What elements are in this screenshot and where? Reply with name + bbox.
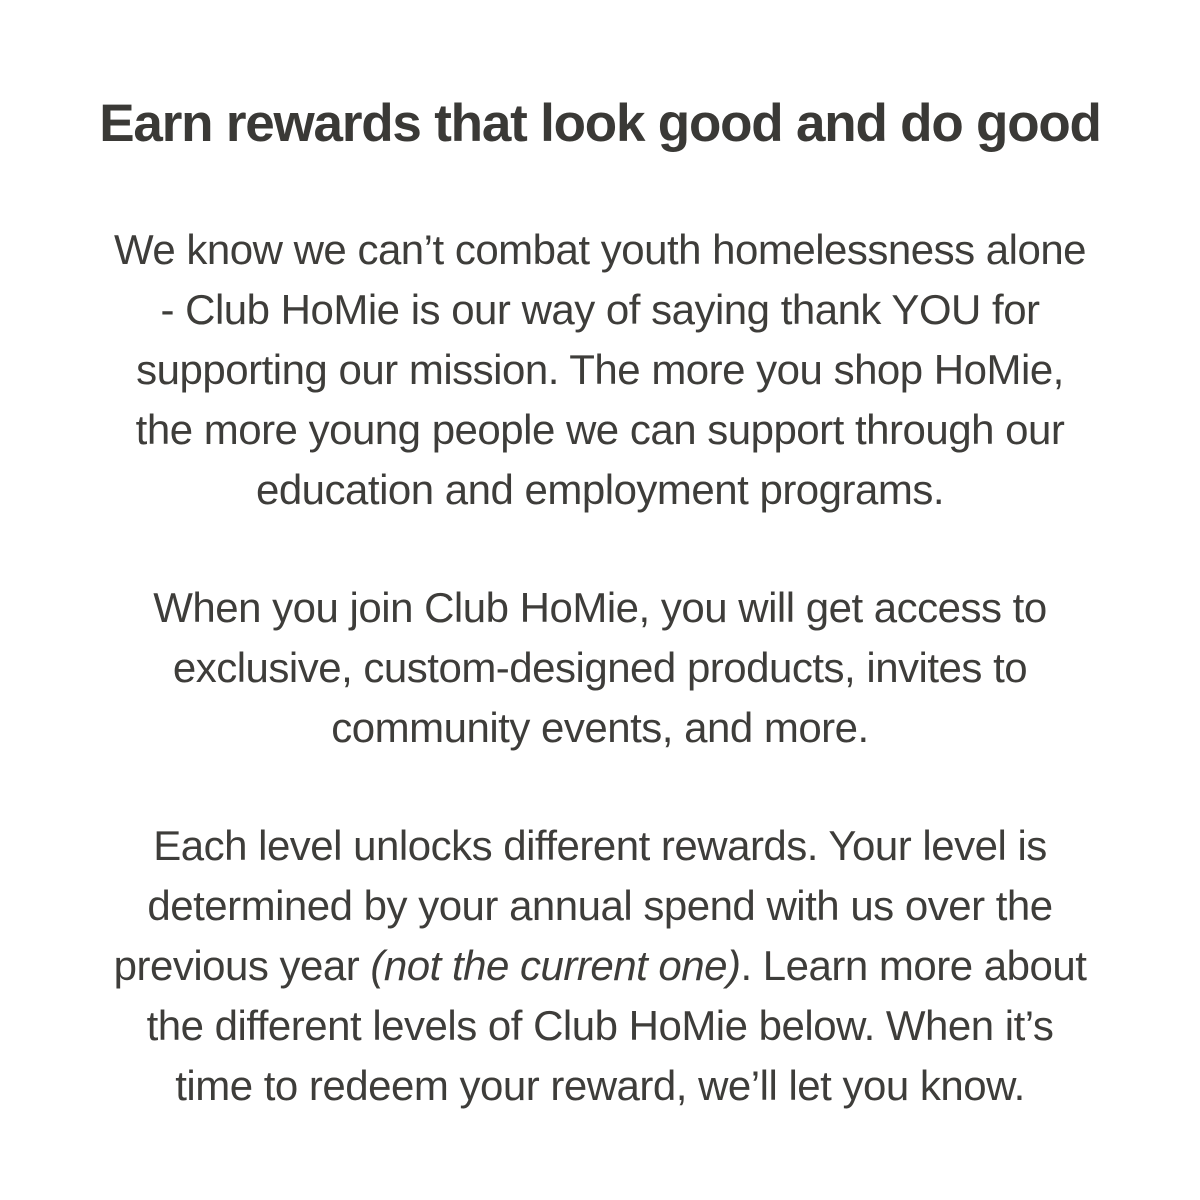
intro-line: the more young people we can support through our xyxy=(135,405,1065,453)
membership-line: community events, and more. xyxy=(331,703,869,751)
intro-line: We know we can’t combat youth homelessness alone xyxy=(113,225,1087,273)
membership-line: When you join Club HoMie, you will get access to xyxy=(153,583,1047,631)
levels-line-italic: (not the current one) xyxy=(370,941,741,989)
levels-line: Each level unlocks different rewards. Your level is xyxy=(153,821,1047,869)
levels-line-text: . Learn more about xyxy=(740,941,1087,989)
levels-line xyxy=(114,942,1087,989)
membership-paragraph xyxy=(50,578,1150,758)
levels-line: time to redeem your reward, we’ll let you know. xyxy=(175,1061,1025,1109)
intro-line: supporting our mission. The more you shop HoMie, xyxy=(136,345,1064,393)
intro-line: education and employment programs. xyxy=(255,465,945,513)
levels-line: the different levels of Club HoMie below. When it’s xyxy=(146,1001,1054,1049)
levels-line-text: previous year xyxy=(113,941,371,989)
rewards-section xyxy=(50,0,1150,1116)
levels-paragraph xyxy=(50,816,1150,1116)
levels-line: determined by your annual spend with us over the xyxy=(147,881,1053,929)
intro-line: - Club HoMie is our way of saying thank YOU for xyxy=(160,285,1040,333)
intro-paragraph xyxy=(50,220,1150,520)
membership-line: exclusive, custom-designed products, invites to xyxy=(172,643,1028,691)
page-title: Earn rewards that look good and do good xyxy=(99,94,1101,153)
